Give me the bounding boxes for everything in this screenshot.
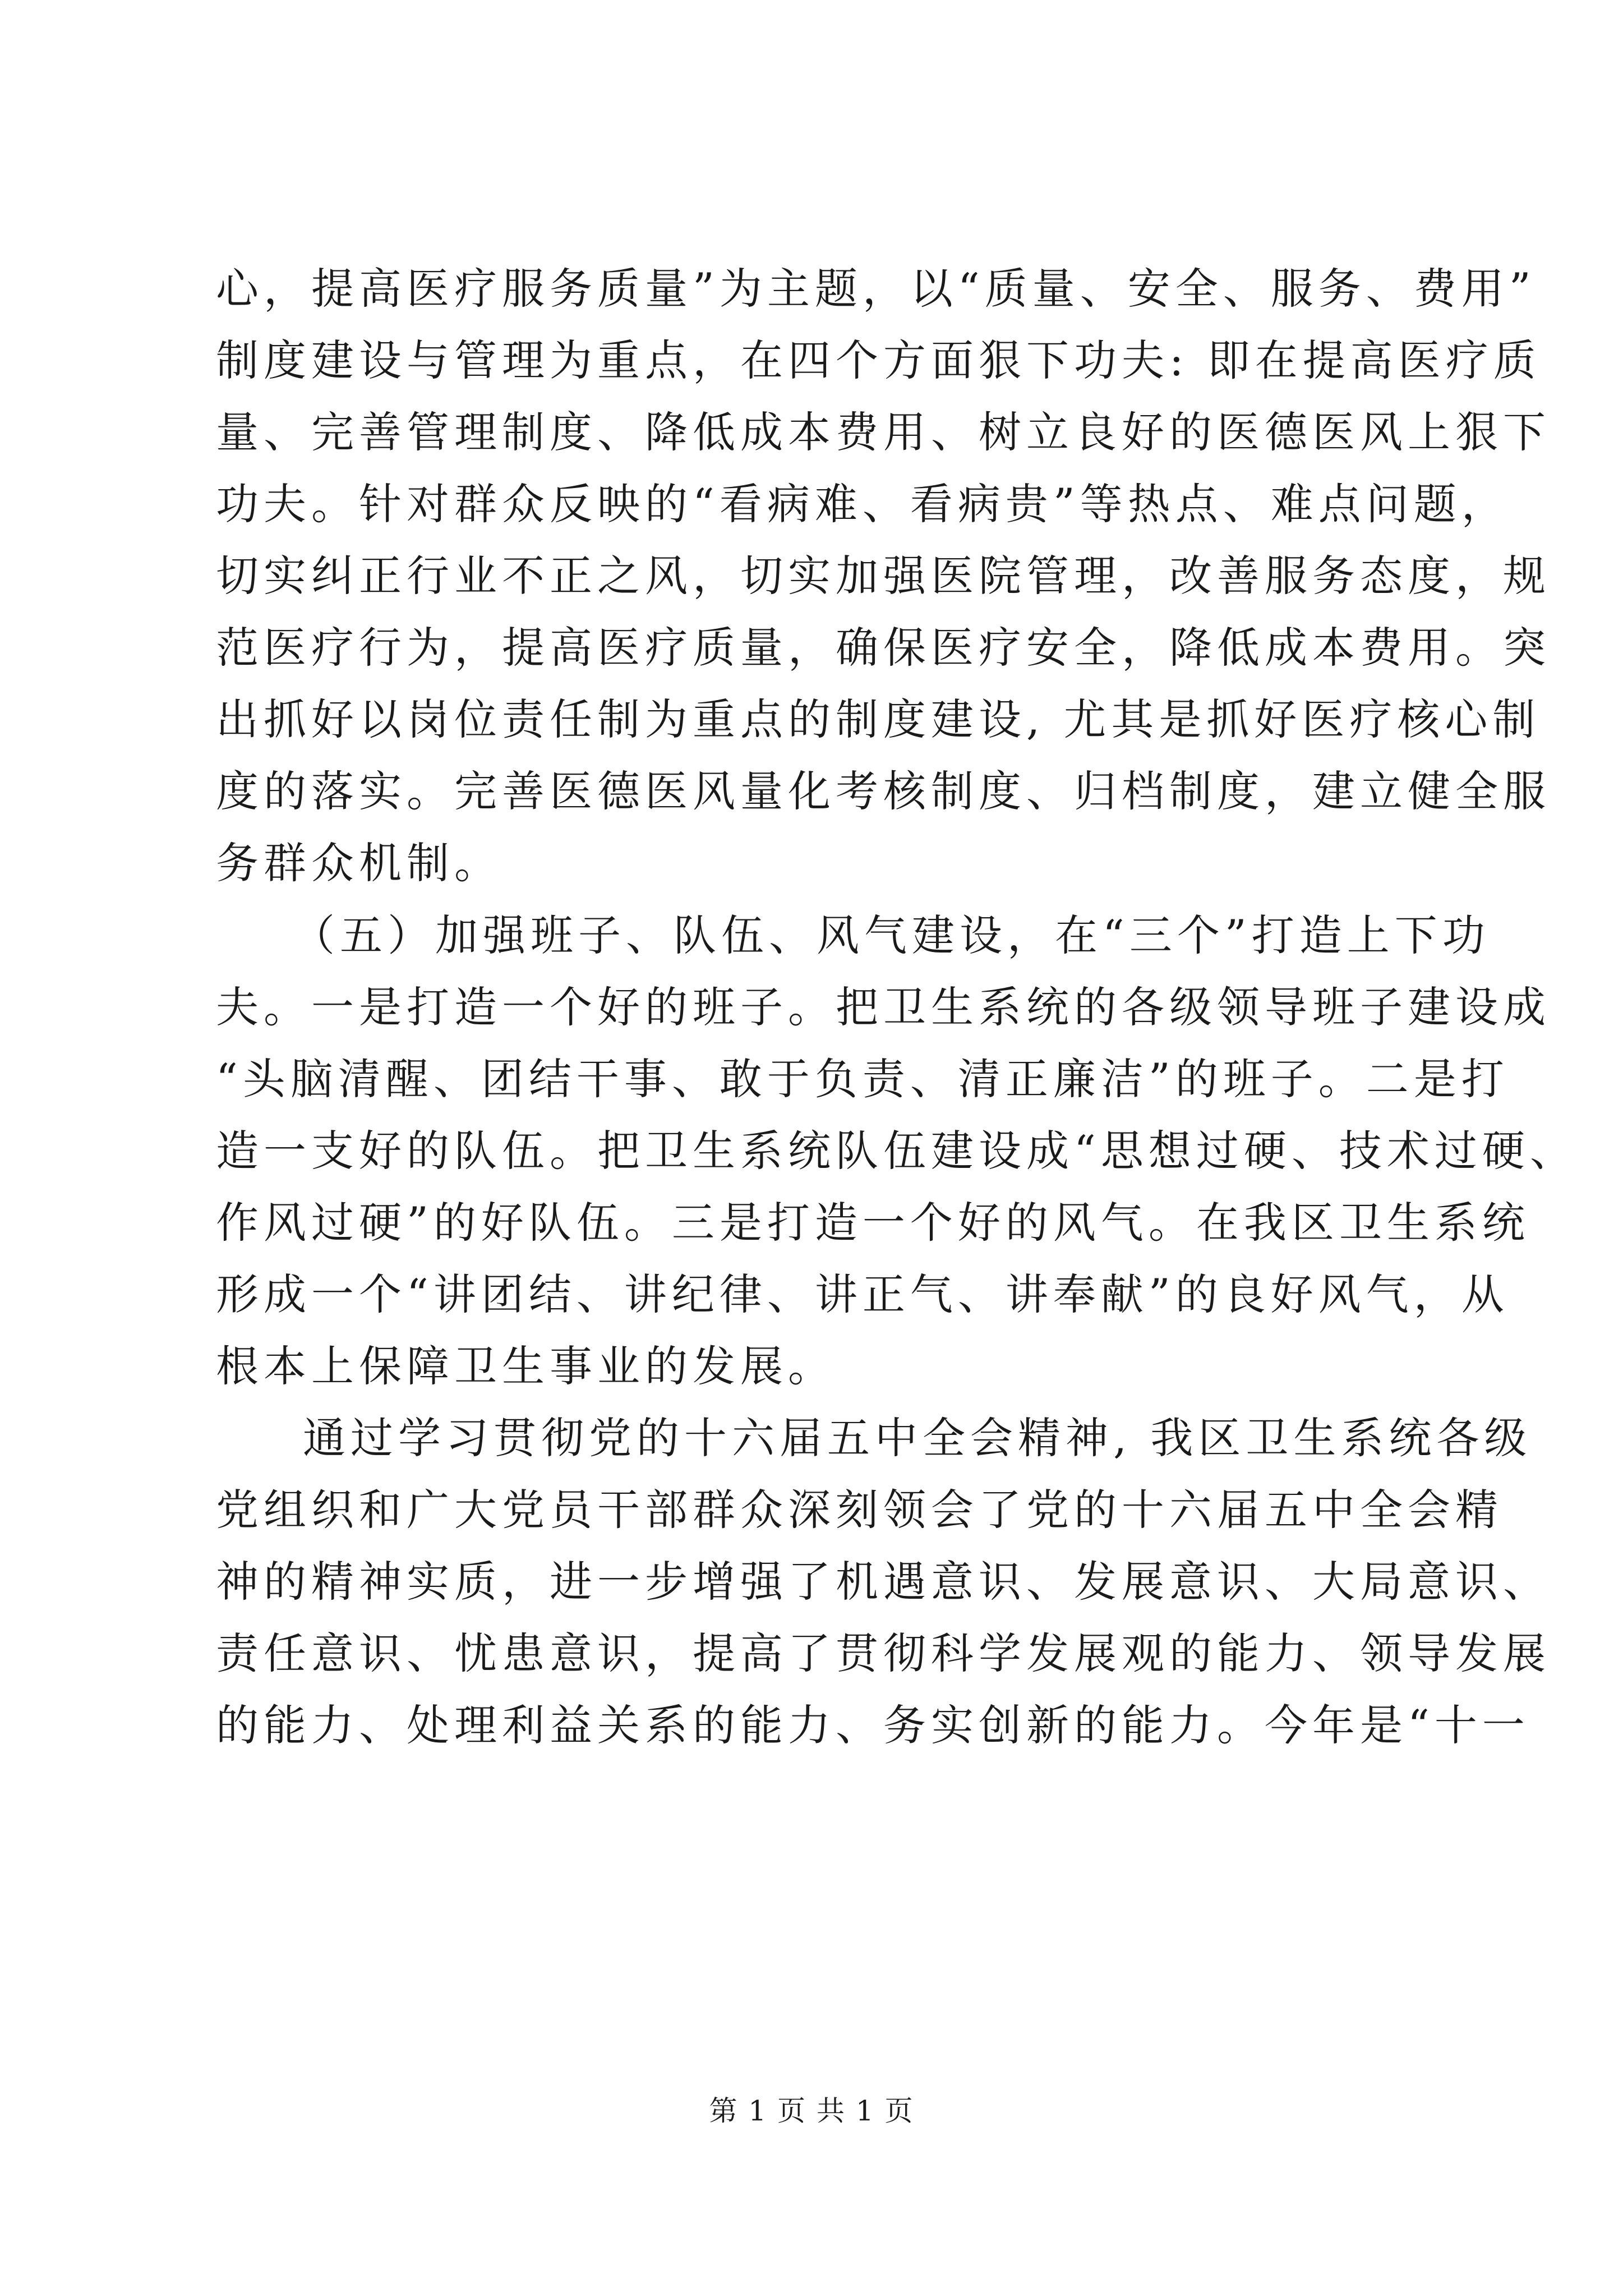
text-line: 根本上保障卫生事业的发展。 [216, 1341, 836, 1391]
text-line: 切实纠正行业不正之风，切实加强医院管理，改善服务态度，规 [216, 551, 1551, 601]
text-line: 量、完善管理制度、降低成本费用、树立良好的医德医风上狠下 [216, 407, 1551, 457]
text-line: 功夫。针对群众反映的“看病难、看病贵”等热点、难点问题， [216, 479, 1509, 529]
text-line-indented: （五）加强班子、队伍、风气建设，在“三个”打造上下功 [292, 910, 1490, 960]
text-line: 出抓好以岗位责任制为重点的制度建设, 尤其是抓好医疗核心制 [216, 694, 1541, 744]
text-line: 神的精神实质，进一步增强了机遇意识、发展意识、大局意识、 [216, 1557, 1551, 1607]
text-line: “头脑清醒、团结干事、敢于负责、清正廉洁”的班子。二是打 [216, 1054, 1509, 1104]
text-line: 责任意识、忧患意识，提高了贯彻科学发展观的能力、领导发展 [216, 1628, 1551, 1678]
text-line: 的能力、处理利益关系的能力、务实创新的能力。今年是“十一 [216, 1700, 1530, 1750]
text-line: 范医疗行为，提高医疗质量，确保医疗安全，降低成本费用。突 [216, 623, 1551, 673]
text-line-indented: 通过学习贯彻党的十六届五中全会精神, 我区卫生系统各级 [303, 1413, 1532, 1463]
text-line: 党组织和广大党员干部群众深刻领会了党的十六届五中全会精 [216, 1485, 1503, 1535]
page-number-footer: 第 1 页 共 1 页 [709, 2095, 914, 2127]
text-line: 心，提高医疗服务质量”为主题，以“质量、安全、服务、费用” [216, 264, 1536, 314]
text-line: 作风过硬”的好队伍。三是打造一个好的风气。在我区卫生系统 [216, 1198, 1530, 1248]
text-line: 造一支好的队伍。把卫生系统队伍建设成“思想过硬、技术过硬、 [216, 1126, 1578, 1176]
text-line: 度的落实。完善医德医风量化考核制度、归档制度，建立健全服 [216, 766, 1551, 816]
text-line: 务群众机制。 [216, 838, 502, 888]
text-line: 夫。一是打造一个好的班子。把卫生系统的各级领导班子建设成 [216, 982, 1551, 1032]
text-line: 制度建设与管理为重点，在四个方面狠下功夫: 即在提高医疗质 [216, 335, 1541, 385]
text-line: 形成一个“讲团结、讲纪律、讲正气、讲奉献”的良好风气，从 [216, 1269, 1509, 1319]
